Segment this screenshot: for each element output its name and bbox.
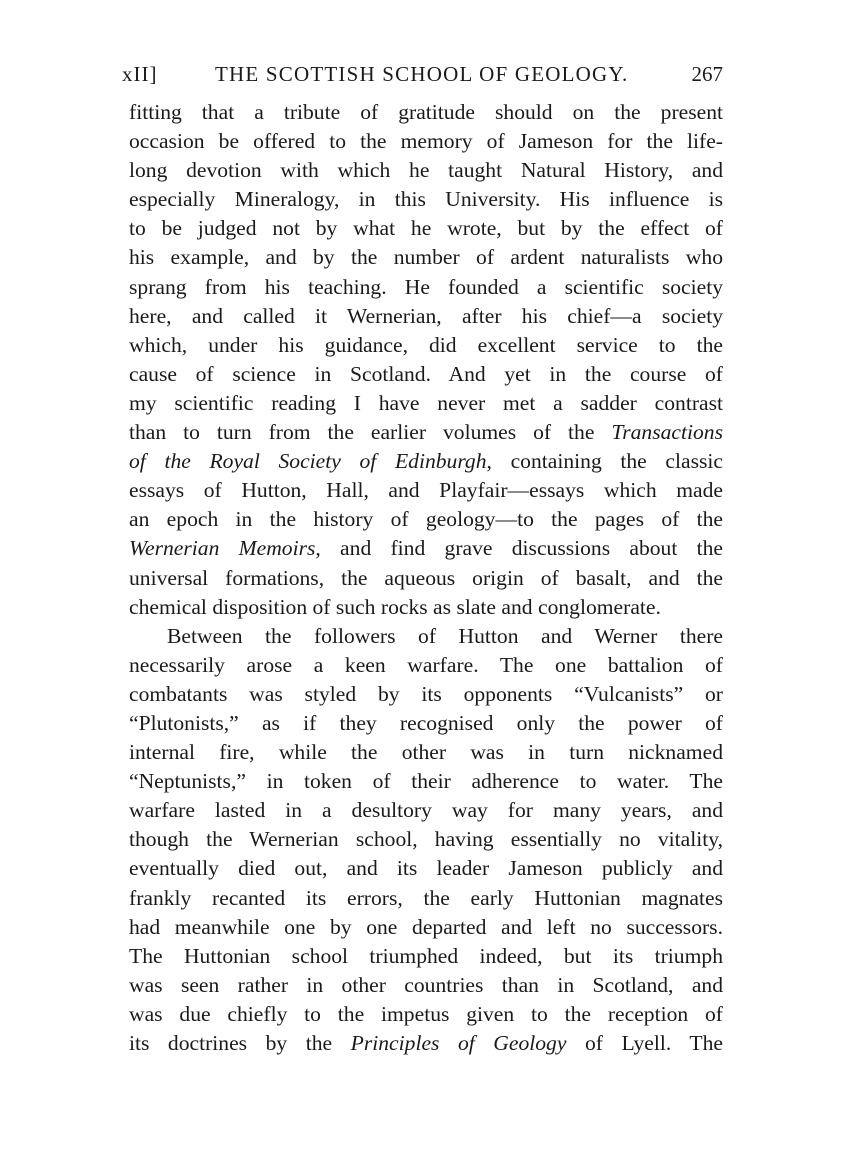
text-line: of the Royal Society of Edinburgh, containing the classic: [129, 449, 723, 474]
text-line: “Neptunists,” in token of their adherence to water. The: [129, 769, 723, 794]
book-page: [122, 58, 723, 1058]
text-line: occasion be offered to the memory of Jameson for the life-: [129, 129, 723, 154]
chapter-number: xII]: [122, 62, 158, 86]
text-line: was due chiefly to the impetus given to the reception of: [129, 1001, 723, 1026]
text-line: “Plutonists,” as if they recognised only the power of: [129, 710, 723, 735]
text-line: long devotion with which he taught Natural History, and: [129, 158, 723, 183]
text-line: warfare lasted in a desultory way for many years, and: [129, 798, 723, 823]
text-line: internal fire, while the other was in turn nicknamed: [129, 740, 723, 765]
italic-title: Principles of Geology: [350, 1031, 567, 1055]
text-line: Wernerian Memoirs, and find grave discussions about the: [129, 536, 723, 561]
text-line: here, and called it Wernerian, after his chief—a society: [129, 303, 723, 328]
text-line: my scientific reading I have never met a sadder contrast: [129, 390, 723, 415]
body-text: [129, 98, 723, 1058]
text-line: necessarily arose a keen warfare. The one battalion of: [129, 652, 723, 677]
italic-title: Transactions: [611, 420, 723, 445]
text-line: fitting that a tribute of gratitude should on the present: [129, 100, 723, 124]
italic-title: Wernerian Memoirs: [129, 536, 316, 561]
text-line: though the Wernerian school, having essentially no vitality,: [129, 827, 723, 852]
text-line: universal formations, the aqueous origin of basalt, and the: [129, 565, 723, 590]
text-line: cause of science in Scotland. And yet in the course of: [129, 361, 723, 386]
text-line: was seen rather in other countries than in Scotland, and: [129, 972, 723, 997]
text-line: which, under his guidance, did excellent service to the: [129, 332, 723, 357]
text-line: combatants was styled by its opponents “Vulcanists” or: [129, 681, 723, 706]
text-line: essays of Hutton, Hall, and Playfair—essays which made: [129, 478, 723, 503]
text-line: chemical disposition of such rocks as slate and conglomerate.: [129, 594, 661, 619]
running-header: [122, 58, 723, 98]
text-line: to be judged not by what he wrote, but by the effect of: [129, 216, 723, 241]
text-line: than to turn from the earlier volumes of the Transactions: [129, 420, 723, 445]
text-line: Between the followers of Hutton and Werner there: [167, 623, 723, 648]
text-line: an epoch in the history of geology—to the pages of the: [129, 507, 723, 532]
page-number: 267: [691, 62, 723, 86]
running-title: THE SCOTTISH SCHOOL OF GEOLOGY.: [215, 62, 629, 86]
text-line: especially Mineralogy, in this University. His influence is: [129, 187, 723, 212]
text-line: its doctrines by the Principles of Geology of Lyell. The: [129, 1031, 723, 1055]
text-line: eventually died out, and its leader Jameson publicly and: [129, 856, 723, 881]
text-line: frankly recanted its errors, the early Huttonian magnates: [129, 885, 723, 910]
text-line: The Huttonian school triumphed indeed, but its triumph: [129, 943, 723, 968]
italic-title: of the Royal Society of Edinburgh: [129, 449, 487, 474]
text-line: sprang from his teaching. He founded a scientific society: [129, 274, 723, 299]
text-line: his example, and by the number of ardent naturalists who: [129, 245, 723, 270]
text-line: had meanwhile one by one departed and left no successors.: [129, 914, 723, 939]
